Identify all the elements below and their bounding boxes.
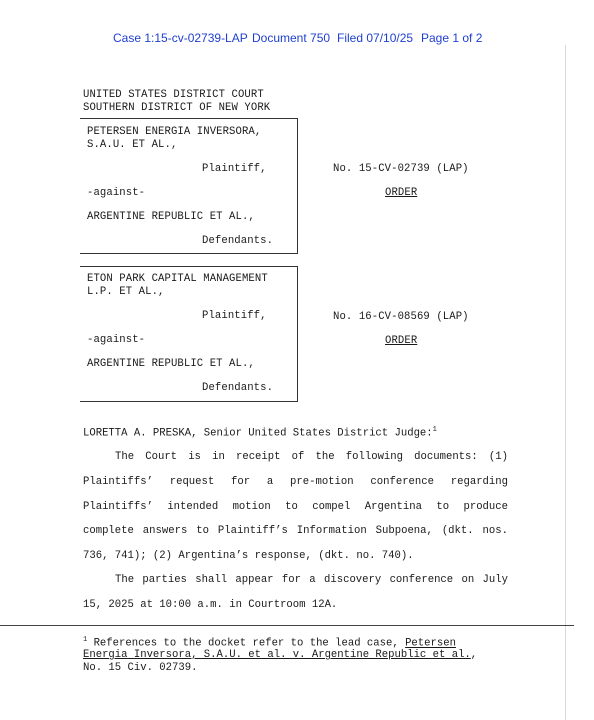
body-paragraph2-line2: 15, 2025 at 10:00 a.m. in Courtroom 12A. — [83, 599, 338, 611]
body-paragraph1-line4: complete answers to Plaintiff’s Information Subpoena, (dkt. nos. — [83, 525, 508, 537]
caption2-defendant-label: Defendants. — [202, 382, 274, 394]
caption2-plaintiff-line2: L.P. ET AL., — [87, 286, 165, 298]
caption1-plaintiff-label: Plaintiff, — [202, 163, 267, 175]
caption1-plaintiff-line1: PETERSEN ENERGIA INVERSORA, — [87, 126, 262, 138]
caption1-defendant: ARGENTINE REPUBLIC ET AL., — [87, 211, 255, 223]
footnote-citation: No. 15 Civ. 02739. — [83, 662, 198, 674]
body-paragraph1-line2: Plaintiffs’ request for a pre-motion conference regarding — [83, 476, 508, 488]
footnote-line2 — [83, 649, 477, 661]
header-page-count: Page 1 of 2 — [421, 31, 483, 45]
footnote-reference-mark: 1 — [432, 426, 437, 434]
page-edge-divider — [565, 45, 566, 720]
footnote-separator — [0, 625, 574, 626]
header-filed-date: Filed 07/10/25 — [337, 31, 414, 45]
footnote-mark: 1 — [83, 636, 88, 644]
caption1-case-number: No. 15-CV-02739 (LAP) — [333, 163, 469, 175]
caption1-defendant-label: Defendants. — [202, 235, 274, 247]
footnote-line1 — [83, 636, 456, 650]
footnote-case-name-part2: Energia Inversora, S.A.U. et al. v. Argentine Republic et al. — [83, 649, 471, 661]
judge-signature-line — [83, 426, 437, 440]
footnote-case-name-part1: Petersen — [405, 637, 456, 650]
caption2-plaintiff-line1: ETON PARK CAPITAL MANAGEMENT — [87, 273, 268, 285]
caption2-case-number: No. 16-CV-08569 (LAP) — [333, 311, 469, 323]
caption1-order-title: ORDER — [385, 187, 418, 199]
caption2-defendant: ARGENTINE REPUBLIC ET AL., — [87, 358, 255, 370]
body-paragraph2-line1: The parties shall appear for a discovery conference on July — [115, 574, 508, 586]
footnote-text: References to the docket refer to the lead case, — [93, 637, 399, 650]
body-paragraph1-line1: The Court is in receipt of the following documents: (1) — [115, 451, 508, 463]
caption2-against: -against- — [87, 334, 146, 346]
body-paragraph1-line3: Plaintiffs’ intended motion to compel Argentina to produce — [83, 501, 508, 513]
court-name-line1: UNITED STATES DISTRICT COURT — [83, 89, 264, 101]
body-paragraph1-line5: 736, 741); (2) Argentina’s response, (dkt. no. 740). — [83, 550, 414, 562]
caption2-plaintiff-label: Plaintiff, — [202, 310, 267, 322]
judge-name-title: LORETTA A. PRESKA, Senior United States District Judge: — [83, 427, 433, 440]
caption1-against: -against- — [87, 187, 146, 199]
caption1-plaintiff-line2: S.A.U. ET AL., — [87, 139, 178, 151]
header-document-number: Document 750 — [252, 31, 331, 45]
caption2-order-title: ORDER — [385, 335, 418, 347]
court-name-line2: SOUTHERN DISTRICT OF NEW YORK — [83, 102, 271, 114]
header-case-number: Case 1:15-cv-02739-LAP — [113, 31, 248, 45]
footnote-comma: , — [470, 649, 478, 661]
